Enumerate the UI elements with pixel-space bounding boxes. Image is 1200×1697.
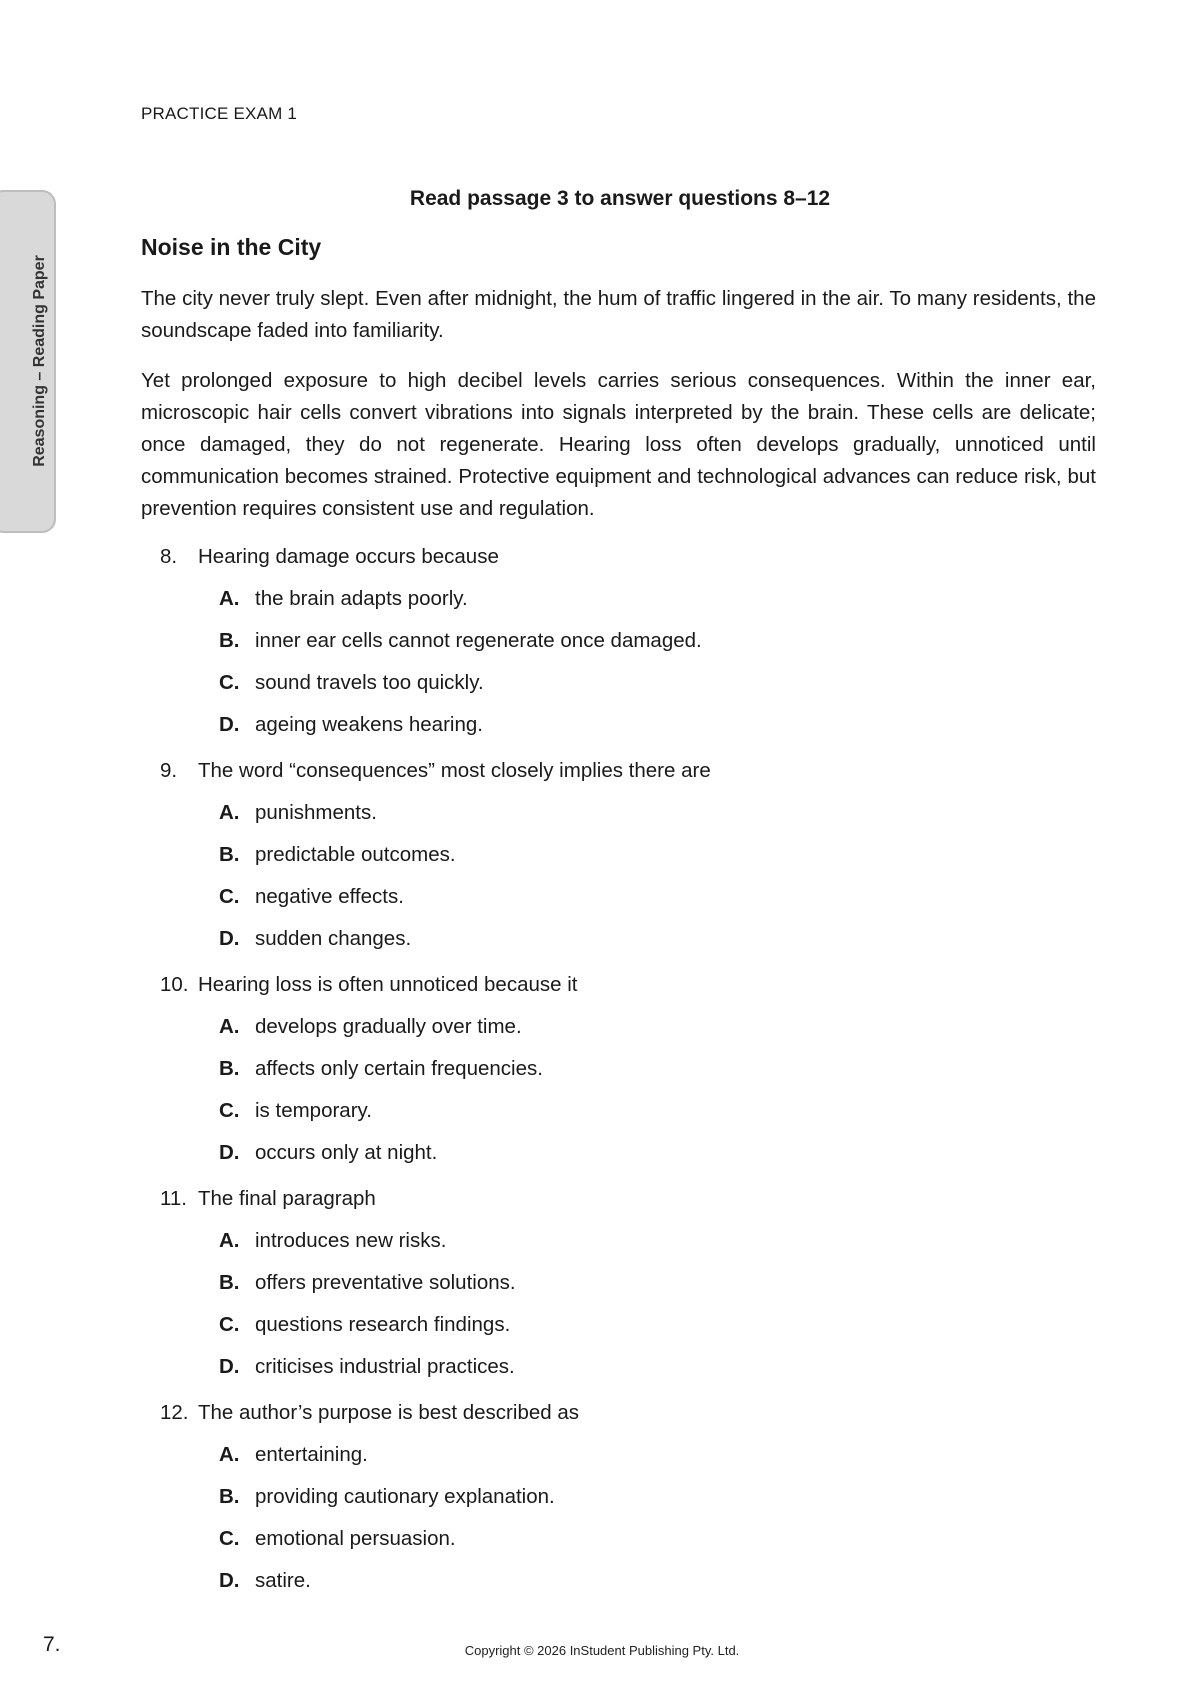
option-letter: A.: [219, 1443, 240, 1466]
option-text: criticises industrial practices.: [255, 1355, 515, 1378]
option-text: sudden changes.: [255, 927, 412, 950]
answer-option-c[interactable]: [160, 1096, 1080, 1126]
option-text: occurs only at night.: [255, 1141, 438, 1164]
question-number: 8.: [160, 545, 178, 568]
answer-option-c[interactable]: [160, 1310, 1080, 1340]
option-text: punishments.: [255, 801, 377, 824]
answer-option-d[interactable]: [160, 1566, 1080, 1596]
passage-title: Noise in the City: [141, 234, 322, 260]
answer-option-d[interactable]: [160, 710, 1080, 740]
option-letter: D.: [219, 1141, 240, 1164]
answer-option-b[interactable]: [160, 1268, 1080, 1298]
option-text: ageing weakens hearing.: [255, 713, 483, 736]
answer-option-c[interactable]: [160, 668, 1080, 698]
option-text: entertaining.: [255, 1443, 368, 1466]
option-text: satire.: [255, 1569, 311, 1592]
question-stem: The word “consequences” most closely implies there are: [198, 759, 711, 782]
option-text: emotional persuasion.: [255, 1527, 456, 1550]
question-number: 9.: [160, 759, 178, 782]
exam-header: PRACTICE EXAM 1: [141, 104, 298, 123]
option-text: offers preventative solutions.: [255, 1271, 516, 1294]
answer-option-c[interactable]: [160, 1524, 1080, 1554]
option-letter: C.: [219, 1313, 240, 1336]
question-stem: The author’s purpose is best described as: [198, 1401, 579, 1424]
option-letter: B.: [219, 843, 240, 866]
option-letter: C.: [219, 671, 240, 694]
question-number: 10.: [160, 973, 189, 996]
answer-option-d[interactable]: [160, 1352, 1080, 1382]
option-text: affects only certain frequencies.: [255, 1057, 543, 1080]
answer-option-b[interactable]: [160, 626, 1080, 656]
option-text: is temporary.: [255, 1099, 372, 1122]
question-stem: Hearing loss is often unnoticed because it: [198, 973, 578, 996]
option-letter: D.: [219, 1355, 240, 1378]
option-letter: A.: [219, 801, 240, 824]
passage-paragraph: The city never truly slept. Even after midnight, the hum of traffic lingered in the air. To many residents, the soundscape faded into familiarity.: [141, 287, 1096, 342]
question-10: [160, 970, 1080, 1168]
question-number: 12.: [160, 1401, 189, 1424]
option-letter: B.: [219, 1485, 240, 1508]
option-letter: B.: [219, 1271, 240, 1294]
option-letter: C.: [219, 1527, 240, 1550]
answer-option-a[interactable]: [160, 1226, 1080, 1256]
question-9: [160, 756, 1080, 954]
page-number: 7.: [43, 1633, 61, 1656]
answer-option-b[interactable]: [160, 1054, 1080, 1084]
option-letter: D.: [219, 927, 240, 950]
option-text: inner ear cells cannot regenerate once damaged.: [255, 629, 702, 652]
question-stem: The final paragraph: [198, 1187, 376, 1210]
option-letter: C.: [219, 885, 240, 908]
passage-body: [141, 283, 1096, 543]
answer-option-a[interactable]: [160, 584, 1080, 614]
copyright-notice: Copyright © 2026 InStudent Publishing Pty. Ltd.: [464, 1643, 740, 1658]
option-letter: D.: [219, 1569, 240, 1592]
answer-option-b[interactable]: [160, 1482, 1080, 1512]
question-8: [160, 542, 1080, 740]
answer-option-d[interactable]: [160, 1138, 1080, 1168]
option-text: providing cautionary explanation.: [255, 1485, 555, 1508]
question-number: 11.: [160, 1187, 187, 1210]
option-letter: B.: [219, 629, 240, 652]
option-letter: A.: [219, 587, 240, 610]
answer-option-a[interactable]: [160, 1012, 1080, 1042]
answer-option-a[interactable]: [160, 1440, 1080, 1470]
question-11: [160, 1184, 1080, 1382]
option-text: the brain adapts poorly.: [255, 587, 468, 610]
question-stem: Hearing damage occurs because: [198, 545, 499, 568]
passage-paragraph: Yet prolonged exposure to high decibel levels carries serious consequences. Within the inner ear, microscopic hair cells convert vibrations into signals interpreted by the brain. These cells are delicate; once damaged, they do not regenerate. Hearing loss often develops gradually, unnoticed until communication becomes strained. Protective equipment and technological advances can reduce risk, but prevention requires consistent use and regulation.: [141, 369, 1096, 520]
option-text: sound travels too quickly.: [255, 671, 484, 694]
option-text: predictable outcomes.: [255, 843, 456, 866]
answer-option-d[interactable]: [160, 924, 1080, 954]
question-12: [160, 1398, 1080, 1596]
option-text: introduces new risks.: [255, 1229, 447, 1252]
passage-instruction: Read passage 3 to answer questions 8–12: [409, 187, 831, 210]
answer-option-b[interactable]: [160, 840, 1080, 870]
option-text: questions research findings.: [255, 1313, 511, 1336]
option-letter: D.: [219, 713, 240, 736]
section-side-tab-label: Reasoning – Reading Paper: [31, 255, 48, 467]
option-text: negative effects.: [255, 885, 404, 908]
question-list: [160, 542, 1080, 1612]
answer-option-a[interactable]: [160, 798, 1080, 828]
option-letter: B.: [219, 1057, 240, 1080]
option-letter: A.: [219, 1015, 240, 1038]
option-letter: C.: [219, 1099, 240, 1122]
answer-option-c[interactable]: [160, 882, 1080, 912]
option-text: develops gradually over time.: [255, 1015, 522, 1038]
option-letter: A.: [219, 1229, 240, 1252]
